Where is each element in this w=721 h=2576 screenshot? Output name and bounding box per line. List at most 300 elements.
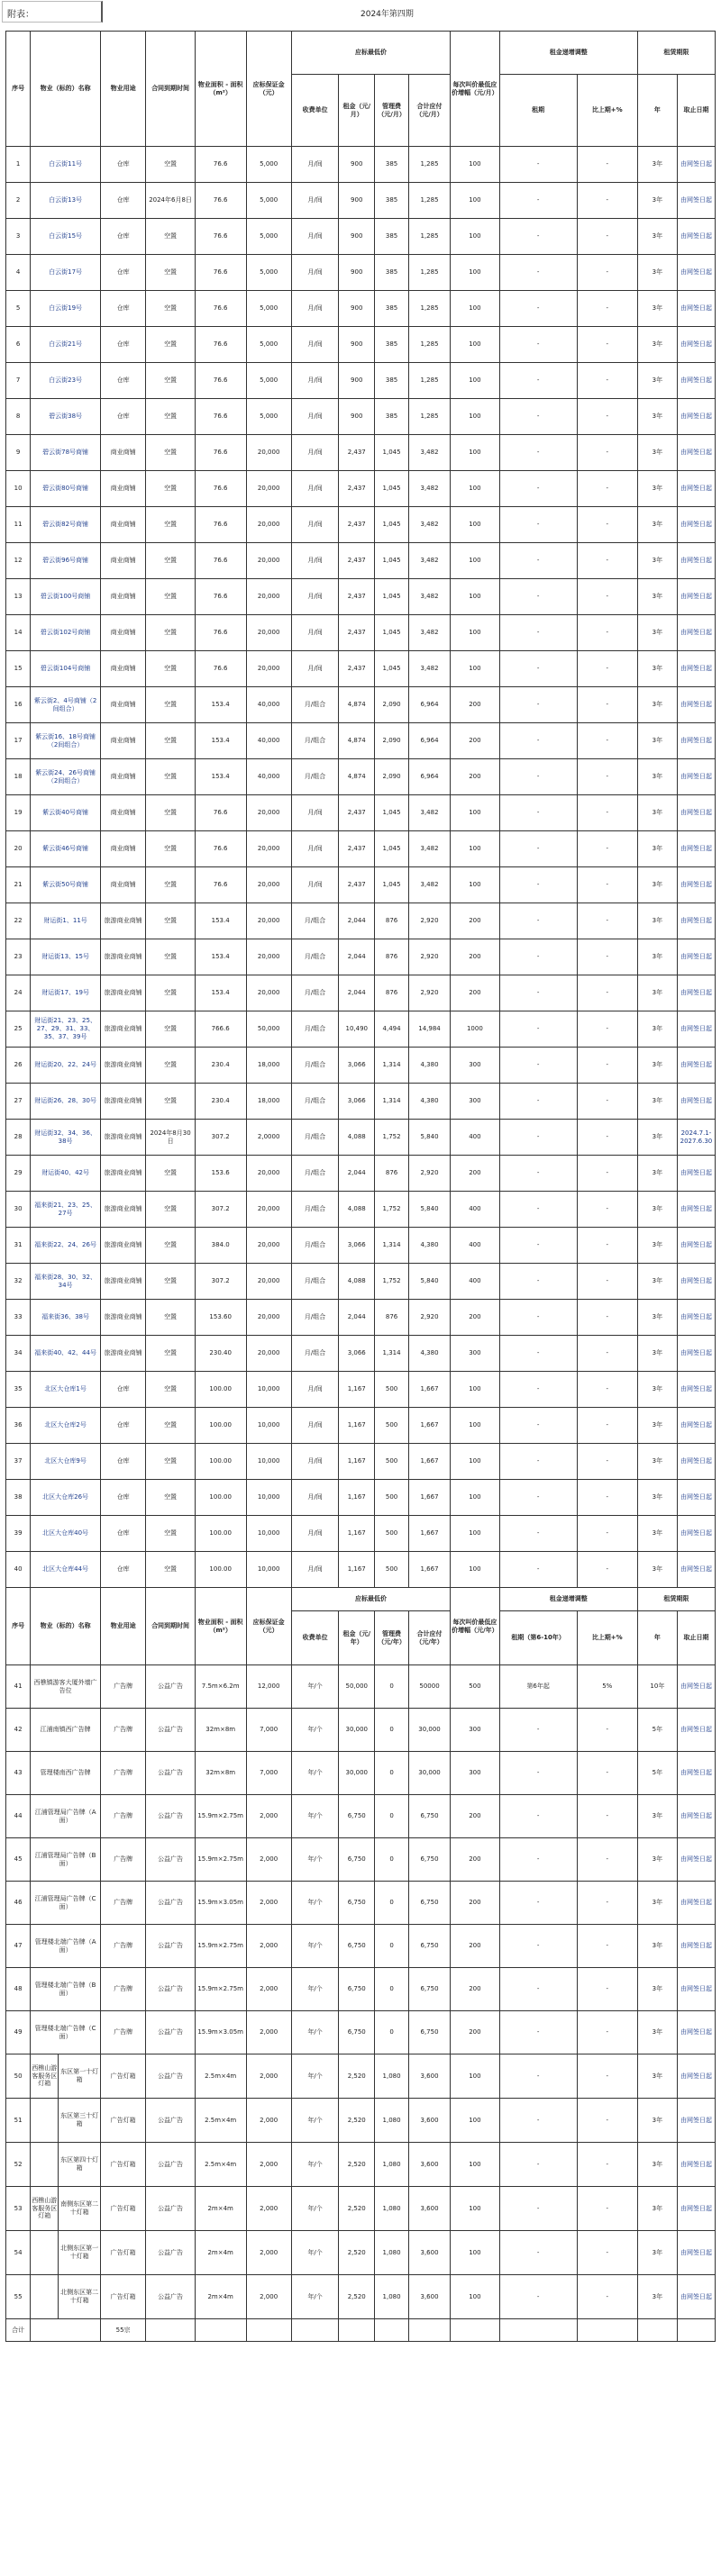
cell-b: - <box>577 1336 637 1372</box>
cell-deposit: 2,000 <box>246 1968 291 2011</box>
cell-total: 6,750 <box>408 1882 450 1925</box>
cell-step: 100 <box>451 1444 500 1480</box>
cell-a: - <box>499 1192 577 1228</box>
cell-total: 2,920 <box>408 1156 450 1192</box>
cell-unit: 月/组合 <box>291 1228 338 1264</box>
cell-mgmt: 0 <box>375 1838 409 1882</box>
cell-total: 1,667 <box>408 1408 450 1444</box>
cell-b: - <box>577 1011 637 1048</box>
cell-unit: 月/间 <box>291 543 338 579</box>
cell-year: 3年 <box>637 2054 677 2099</box>
cell-deposit: 2,000 <box>246 2275 291 2319</box>
table-row <box>6 1264 716 1300</box>
cell-expiry: 空置 <box>146 255 196 291</box>
cell-remark: 由网签日起 <box>677 1709 715 1752</box>
cell-name-split <box>31 2275 101 2319</box>
cell-total: 5,840 <box>408 1264 450 1300</box>
cell-deposit: 2,000 <box>246 2099 291 2143</box>
col-name: 物业（标的）名称 <box>31 32 101 147</box>
cell-unit: 月/组合 <box>291 1011 338 1048</box>
cell-year: 3年 <box>637 1336 677 1372</box>
cell-use: 商业商铺 <box>100 687 145 723</box>
cell-area: 76.6 <box>195 363 246 399</box>
cell-a: - <box>499 1084 577 1120</box>
cell-mgmt: 385 <box>375 219 409 255</box>
cell-mgmt: 0 <box>375 2011 409 2054</box>
cell-remark: 由网签日起 <box>677 1156 715 1192</box>
cell-deposit: 20,000 <box>246 1336 291 1372</box>
cell-rent: 900 <box>339 399 375 435</box>
cell-use: 广告牌 <box>100 1838 145 1882</box>
table-row <box>6 1665 716 1709</box>
cell-mgmt: 1,045 <box>375 471 409 507</box>
cell-rent: 900 <box>339 183 375 219</box>
cell-total: 30,000 <box>408 1752 450 1795</box>
cell-rent: 1,167 <box>339 1552 375 1588</box>
cell-use: 旅游商业商铺 <box>100 1120 145 1156</box>
cell-expiry: 公益广告 <box>146 1795 196 1838</box>
cell-a: 第6年起 <box>499 1665 577 1709</box>
cell-total: 6,964 <box>408 723 450 759</box>
cell-year: 3年 <box>637 1838 677 1882</box>
cell-remark: 由网签日起 <box>677 1752 715 1795</box>
cell-total: 3,600 <box>408 2099 450 2143</box>
cell-expiry: 空置 <box>146 1011 196 1048</box>
cell-use: 商业商铺 <box>100 867 145 903</box>
col-use: 物业用途 <box>100 32 145 147</box>
cell-a: - <box>499 1968 577 2011</box>
cell-use: 仓库 <box>100 1408 145 1444</box>
cell-total: 3,482 <box>408 867 450 903</box>
cell-step: 100 <box>451 579 500 615</box>
cell-area: 2m×4m <box>195 2275 246 2319</box>
cell-expiry: 空置 <box>146 1228 196 1264</box>
cell-total: 6,750 <box>408 1838 450 1882</box>
cell-use: 广告牌 <box>100 1665 145 1709</box>
cell-total: 5,840 <box>408 1192 450 1228</box>
cell-unit: 年/个 <box>291 1665 338 1709</box>
cell-seq: 6 <box>6 327 31 363</box>
cell-unit: 月/间 <box>291 291 338 327</box>
cell-seq: 49 <box>6 2011 31 2054</box>
cell-year: 3年 <box>637 435 677 471</box>
table-row <box>6 723 716 759</box>
cell-deposit: 20,000 <box>246 615 291 651</box>
cell-deposit: 2,000 <box>246 1882 291 1925</box>
cell-year: 3年 <box>637 2099 677 2143</box>
cell-b: - <box>577 255 637 291</box>
cell-year: 3年 <box>637 1228 677 1264</box>
cell-remark: 由网签日起 <box>677 2143 715 2187</box>
cell-unit: 月/间 <box>291 615 338 651</box>
cell-year: 3年 <box>637 363 677 399</box>
cell-name: 福来街28、30、32、34号 <box>31 1264 101 1300</box>
cell-total: 1,285 <box>408 147 450 183</box>
cell-mgmt: 1,080 <box>375 2143 409 2187</box>
cell-use: 仓库 <box>100 1552 145 1588</box>
cell-mgmt: 385 <box>375 327 409 363</box>
cell-name: 碧云街102号商铺 <box>31 615 101 651</box>
cell-unit: 月/组合 <box>291 1264 338 1300</box>
cell-use: 广告牌 <box>100 2011 145 2054</box>
cell-area: 76.6 <box>195 219 246 255</box>
cell-unit: 年/个 <box>291 2054 338 2099</box>
cell-expiry: 空置 <box>146 975 196 1011</box>
cell-rent: 900 <box>339 255 375 291</box>
cell-use: 旅游商业商铺 <box>100 1084 145 1120</box>
cell-step: 400 <box>451 1264 500 1300</box>
cell-area: 384.0 <box>195 1228 246 1264</box>
cell-a: - <box>499 1300 577 1336</box>
cell-expiry: 空置 <box>146 1444 196 1480</box>
cell-mgmt: 1,752 <box>375 1264 409 1300</box>
cell-a: - <box>499 471 577 507</box>
cell-b: - <box>577 759 637 795</box>
cell-year: 3年 <box>637 1264 677 1300</box>
cell-seq: 22 <box>6 903 31 939</box>
cell-remark: 由网签日起 <box>677 795 715 831</box>
cell-seq: 41 <box>6 1665 31 1709</box>
cell-remark: 由网签日起 <box>677 975 715 1011</box>
cell-deposit: 2,000 <box>246 2011 291 2054</box>
cell-total: 1,285 <box>408 399 450 435</box>
cell-expiry: 空置 <box>146 219 196 255</box>
cell-step: 200 <box>451 1882 500 1925</box>
cell-rent: 900 <box>339 363 375 399</box>
col-expiry: 合同到期时间 <box>146 32 196 147</box>
cell-area: 15.9m×2.75m <box>195 1838 246 1882</box>
cell-year: 3年 <box>637 1011 677 1048</box>
cell-expiry: 空置 <box>146 723 196 759</box>
cell-rent: 10,490 <box>339 1011 375 1048</box>
cell-unit: 年/个 <box>291 1968 338 2011</box>
cell-deposit: 5,000 <box>246 291 291 327</box>
cell-deposit: 10,000 <box>246 1444 291 1480</box>
cell-area: 100.00 <box>195 1552 246 1588</box>
cell-b: - <box>577 1795 637 1838</box>
attachment-label: 附表： <box>7 10 34 20</box>
cell-name: 碧云街80号商铺 <box>31 471 101 507</box>
cell-total: 1,667 <box>408 1444 450 1480</box>
cell-step: 100 <box>451 615 500 651</box>
cell-year: 3年 <box>637 795 677 831</box>
cell-rent: 2,437 <box>339 471 375 507</box>
cell-deposit: 20,000 <box>246 543 291 579</box>
cell-seq: 44 <box>6 1795 31 1838</box>
cell-expiry: 空置 <box>146 759 196 795</box>
cell-unit: 月/间 <box>291 183 338 219</box>
cell-total: 4,380 <box>408 1048 450 1084</box>
cell-total: 3,482 <box>408 579 450 615</box>
cell-remark: 由网签日起 <box>677 435 715 471</box>
cell-a: - <box>499 2054 577 2099</box>
cell-b: - <box>577 1516 637 1552</box>
cell-area: 153.4 <box>195 759 246 795</box>
cell-use: 广告牌 <box>100 1752 145 1795</box>
cell-unit: 年/个 <box>291 2231 338 2275</box>
cell-step: 300 <box>451 1084 500 1120</box>
cell-deposit: 20,000 <box>246 903 291 939</box>
cell-a: - <box>499 2231 577 2275</box>
cell-seq: 9 <box>6 435 31 471</box>
cell-step: 100 <box>451 2099 500 2143</box>
cell-seq: 51 <box>6 2099 31 2143</box>
cell-unit: 月/间 <box>291 471 338 507</box>
col-total: 合计应付（元/月） <box>408 75 450 147</box>
cell-a: - <box>499 939 577 975</box>
table-row <box>6 867 716 903</box>
cell-step: 100 <box>451 291 500 327</box>
cell-step: 100 <box>451 1372 500 1408</box>
cell-rent: 1,167 <box>339 1444 375 1480</box>
cell-deposit: 20,000 <box>246 507 291 543</box>
cell-year: 3年 <box>637 1925 677 1968</box>
cell-a: - <box>499 1795 577 1838</box>
cell-name: 紫云街50号商铺 <box>31 867 101 903</box>
cell-rent: 6,750 <box>339 1968 375 2011</box>
col2-use: 物业用途 <box>100 1588 145 1665</box>
cell-mgmt: 1,752 <box>375 1192 409 1228</box>
table-row <box>6 1838 716 1882</box>
cell-step: 300 <box>451 1048 500 1084</box>
cell-unit: 年/个 <box>291 2187 338 2231</box>
table-row <box>6 831 716 867</box>
cell-a: - <box>499 651 577 687</box>
cell-area: 76.6 <box>195 399 246 435</box>
cell-rent: 2,520 <box>339 2231 375 2275</box>
cell-a: - <box>499 795 577 831</box>
cell-b: - <box>577 1925 637 1968</box>
cell-b: - <box>577 615 637 651</box>
cell-seq: 11 <box>6 507 31 543</box>
cell-rent: 2,520 <box>339 2275 375 2319</box>
cell-year: 3年 <box>637 975 677 1011</box>
cell-seq: 28 <box>6 1120 31 1156</box>
cell-seq: 7 <box>6 363 31 399</box>
cell-rent: 50,000 <box>339 1665 375 1709</box>
cell-rent: 4,874 <box>339 723 375 759</box>
cell-area: 766.6 <box>195 1011 246 1048</box>
cell-step: 100 <box>451 147 500 183</box>
cell-name: 白云街17号 <box>31 255 101 291</box>
cell-expiry: 公益广告 <box>146 2231 196 2275</box>
cell-use: 广告灯箱 <box>100 2054 145 2099</box>
cell-rent: 2,437 <box>339 651 375 687</box>
cell-rent: 6,750 <box>339 1925 375 1968</box>
cell-remark: 由网签日起 <box>677 1264 715 1300</box>
cell-use: 仓库 <box>100 1444 145 1480</box>
cell-name: 管理楼北端广告牌（A面） <box>31 1925 101 1968</box>
cell-mgmt: 876 <box>375 975 409 1011</box>
table-row <box>6 471 716 507</box>
cell-unit: 月/组合 <box>291 903 338 939</box>
cell-seq: 39 <box>6 1516 31 1552</box>
cell-year: 3年 <box>637 867 677 903</box>
cell-seq: 32 <box>6 1264 31 1300</box>
cell-seq: 47 <box>6 1925 31 1968</box>
cell-rent: 2,520 <box>339 2099 375 2143</box>
cell-total: 3,600 <box>408 2275 450 2319</box>
cell-expiry: 公益广告 <box>146 1709 196 1752</box>
cell-use: 仓库 <box>100 291 145 327</box>
cell-name: 财运街13、15号 <box>31 939 101 975</box>
cell-a: - <box>499 759 577 795</box>
cell-year: 3年 <box>637 2275 677 2319</box>
cell-mgmt: 500 <box>375 1408 409 1444</box>
table-row <box>6 687 716 723</box>
cell-mgmt: 1,045 <box>375 507 409 543</box>
cell-seq: 26 <box>6 1048 31 1084</box>
cell-name: 财运街1、11号 <box>31 903 101 939</box>
cell-expiry: 空置 <box>146 1192 196 1228</box>
table-row <box>6 975 716 1011</box>
cell-name: 财运街32、34、36、38号 <box>31 1120 101 1156</box>
cell-use: 仓库 <box>100 183 145 219</box>
cell-deposit: 18,000 <box>246 1084 291 1120</box>
cell-unit: 年/个 <box>291 1795 338 1838</box>
cell-remark: 由网签日起 <box>677 1795 715 1838</box>
cell-year: 3年 <box>637 399 677 435</box>
cell-unit: 月/组合 <box>291 939 338 975</box>
cell-use: 广告灯箱 <box>100 2275 145 2319</box>
cell-expiry: 公益广告 <box>146 1925 196 1968</box>
cell-mgmt: 500 <box>375 1516 409 1552</box>
cell-seq: 12 <box>6 543 31 579</box>
cell-b: - <box>577 1228 637 1264</box>
cell-year: 3年 <box>637 615 677 651</box>
table-row <box>6 543 716 579</box>
cell-mgmt: 0 <box>375 1709 409 1752</box>
cell-expiry: 空置 <box>146 831 196 867</box>
cell-remark: 由网签日起 <box>677 759 715 795</box>
col2-seq: 序号 <box>6 1588 31 1665</box>
cell-use: 商业商铺 <box>100 723 145 759</box>
cell-mgmt: 0 <box>375 1968 409 2011</box>
cell-area: 2.5m×4m <box>195 2099 246 2143</box>
cell-use: 广告灯箱 <box>100 2099 145 2143</box>
col-area: 物业面积 - 面积（m²） <box>195 32 246 147</box>
cell-rent: 2,437 <box>339 507 375 543</box>
table-row <box>6 615 716 651</box>
cell-year: 3年 <box>637 1048 677 1084</box>
cell-step: 100 <box>451 363 500 399</box>
cell-expiry: 空置 <box>146 687 196 723</box>
cell-name: 江浦管理局广告牌（A面） <box>31 1795 101 1838</box>
cell-year: 3年 <box>637 2011 677 2054</box>
cell-seq: 17 <box>6 723 31 759</box>
cell-deposit: 20,000 <box>246 867 291 903</box>
cell-remark: 由网签日起 <box>677 2099 715 2143</box>
cell-mgmt: 385 <box>375 147 409 183</box>
cell-b: - <box>577 903 637 939</box>
cell-year: 3年 <box>637 1120 677 1156</box>
cell-step: 1000 <box>451 1011 500 1048</box>
cell-b: - <box>577 795 637 831</box>
cell-a: - <box>499 903 577 939</box>
cell-b: - <box>577 579 637 615</box>
cell-unit: 月/间 <box>291 1516 338 1552</box>
cell-b: - <box>577 2011 637 2054</box>
cell-area: 15.9m×2.75m <box>195 1925 246 1968</box>
cell-mgmt: 1,045 <box>375 651 409 687</box>
cell-expiry: 空置 <box>146 1300 196 1336</box>
cell-a: - <box>499 975 577 1011</box>
cell-year: 3年 <box>637 2143 677 2187</box>
cell-area: 2.5m×4m <box>195 2054 246 2099</box>
cell-area: 100.00 <box>195 1372 246 1408</box>
col2-name: 物业（标的）名称 <box>31 1588 101 1665</box>
cell-expiry: 空置 <box>146 399 196 435</box>
cell-area: 76.6 <box>195 471 246 507</box>
cell-mgmt: 500 <box>375 1372 409 1408</box>
cell-unit: 月/组合 <box>291 687 338 723</box>
cell-unit: 年/个 <box>291 2011 338 2054</box>
cell-a: - <box>499 723 577 759</box>
cell-a: - <box>499 2011 577 2054</box>
cell-mgmt: 1,080 <box>375 2275 409 2319</box>
cell-remark: 由网签日起 <box>677 1336 715 1372</box>
cell-seq: 1 <box>6 147 31 183</box>
cell-b: - <box>577 1838 637 1882</box>
cell-seq: 43 <box>6 1752 31 1795</box>
cell-seq: 53 <box>6 2187 31 2231</box>
cell-area: 76.6 <box>195 183 246 219</box>
cell-deposit: 10,000 <box>246 1552 291 1588</box>
cell-deposit: 2,000 <box>246 2143 291 2187</box>
cell-expiry: 空置 <box>146 1552 196 1588</box>
table-row <box>6 1228 716 1264</box>
cell-b: - <box>577 1882 637 1925</box>
table-row <box>6 2054 716 2099</box>
cell-rent: 3,066 <box>339 1084 375 1120</box>
cell-unit: 月/组合 <box>291 759 338 795</box>
cell-unit: 年/个 <box>291 2143 338 2187</box>
cell-unit: 月/间 <box>291 795 338 831</box>
cell-a: - <box>499 1882 577 1925</box>
cell-b: - <box>577 1048 637 1084</box>
cell-unit: 月/间 <box>291 399 338 435</box>
cell-remark: 由网签日起 <box>677 1444 715 1480</box>
cell-remark: 由网签日起 <box>677 1300 715 1336</box>
cell-b: - <box>577 1120 637 1156</box>
cell-use: 旅游商业商铺 <box>100 1300 145 1336</box>
cell-rent: 2,437 <box>339 543 375 579</box>
table-row <box>6 1300 716 1336</box>
cell-mgmt: 2,090 <box>375 687 409 723</box>
cell-b: - <box>577 1192 637 1228</box>
cell-expiry: 公益广告 <box>146 2054 196 2099</box>
table-row <box>6 1192 716 1228</box>
cell-total: 4,380 <box>408 1336 450 1372</box>
cell-rent: 900 <box>339 327 375 363</box>
subname-label: 东区第四十灯箱 <box>60 2156 99 2172</box>
cell-a: - <box>499 1925 577 1968</box>
cell-seq: 37 <box>6 1444 31 1480</box>
cell-name: 白云街21号 <box>31 327 101 363</box>
cell-name: 白云街13号 <box>31 183 101 219</box>
table-row <box>6 2143 716 2187</box>
cell-area: 76.6 <box>195 615 246 651</box>
cell-total: 1,285 <box>408 327 450 363</box>
cell-mgmt: 876 <box>375 1300 409 1336</box>
cell-seq: 20 <box>6 831 31 867</box>
cell-step: 100 <box>451 507 500 543</box>
cell-a: - <box>499 435 577 471</box>
cell-expiry: 空置 <box>146 1480 196 1516</box>
cell-use: 旅游商业商铺 <box>100 939 145 975</box>
cell-mgmt: 385 <box>375 291 409 327</box>
cell-use: 旅游商业商铺 <box>100 1228 145 1264</box>
